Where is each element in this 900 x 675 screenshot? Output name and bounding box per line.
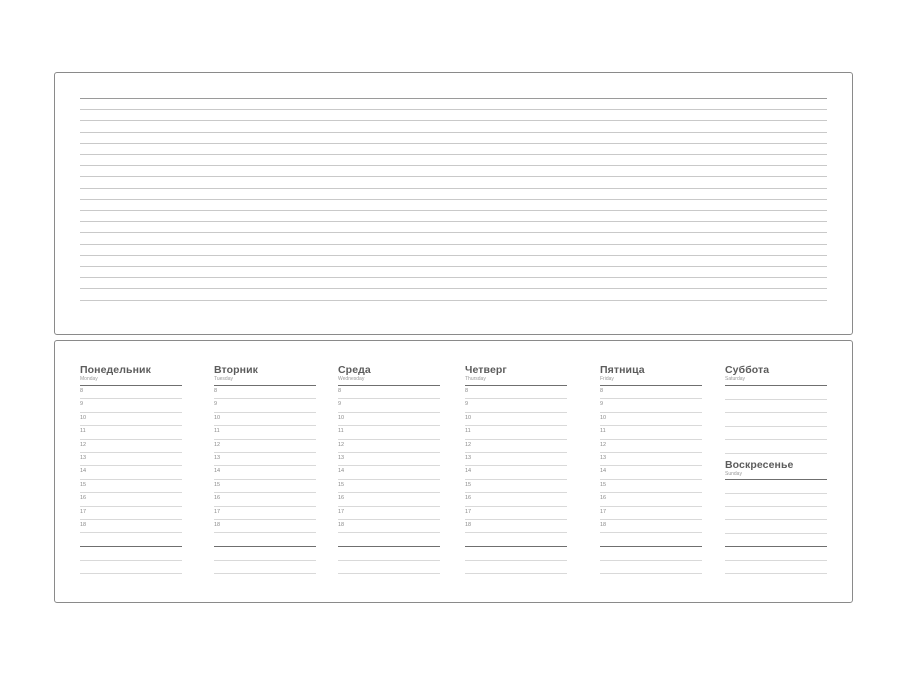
notes-line xyxy=(80,244,827,245)
day-title: Вторник xyxy=(214,364,259,376)
note-line xyxy=(338,560,440,561)
hour-row[interactable] xyxy=(465,399,567,412)
notes-line xyxy=(80,210,827,211)
hour-label: 10 xyxy=(214,414,221,421)
notes-line xyxy=(80,266,827,267)
hour-label: 14 xyxy=(600,468,607,475)
notes-line xyxy=(80,98,827,99)
hour-row[interactable] xyxy=(465,453,567,466)
hour-row[interactable] xyxy=(600,453,702,466)
day-subtitle: Friday xyxy=(600,376,614,382)
hour-label: 12 xyxy=(465,441,472,448)
hour-row[interactable] xyxy=(465,413,567,426)
saturday-header-rule xyxy=(725,385,827,386)
hour-label: 9 xyxy=(465,401,469,408)
day-subtitle: Wednesday xyxy=(338,376,365,382)
sunday-subtitle: Sunday xyxy=(725,471,742,477)
hour-label: 10 xyxy=(600,414,607,421)
notes-line xyxy=(80,132,827,133)
hour-label: 12 xyxy=(80,441,87,448)
notes-line xyxy=(80,120,827,121)
section-rule xyxy=(80,546,182,547)
hour-label: 17 xyxy=(600,508,607,515)
hour-row[interactable] xyxy=(214,386,316,399)
hour-row[interactable] xyxy=(465,520,567,533)
hour-row[interactable] xyxy=(338,386,440,399)
hour-row[interactable] xyxy=(214,507,316,520)
note-line xyxy=(600,560,702,561)
note-line xyxy=(465,573,567,574)
hour-label: 8 xyxy=(214,388,218,394)
hour-row[interactable] xyxy=(80,440,182,453)
note-line xyxy=(725,573,827,574)
hour-label: 17 xyxy=(338,508,345,515)
saturday-line xyxy=(725,412,827,413)
hour-row[interactable] xyxy=(214,426,316,439)
saturday-line xyxy=(725,439,827,440)
hour-row[interactable] xyxy=(80,466,182,479)
saturday-line xyxy=(725,399,827,400)
note-line xyxy=(725,560,827,561)
notes-line xyxy=(80,277,827,278)
hour-label: 8 xyxy=(600,388,604,394)
note-line xyxy=(465,560,567,561)
hour-row[interactable] xyxy=(338,440,440,453)
hour-label: 15 xyxy=(214,481,221,488)
hour-label: 15 xyxy=(338,481,345,488)
notes-line xyxy=(80,199,827,200)
hour-row[interactable] xyxy=(80,399,182,412)
hour-row[interactable] xyxy=(80,493,182,506)
hour-row[interactable] xyxy=(600,426,702,439)
notes-line xyxy=(80,165,827,166)
hour-row[interactable] xyxy=(465,466,567,479)
hour-row[interactable] xyxy=(214,466,316,479)
day-subtitle: Thursday xyxy=(465,376,486,382)
hour-row[interactable] xyxy=(600,386,702,399)
sunday-line xyxy=(725,533,827,534)
hour-row[interactable] xyxy=(214,453,316,466)
hour-label: 16 xyxy=(80,495,87,502)
hour-row[interactable] xyxy=(600,520,702,533)
hour-label: 13 xyxy=(465,455,472,461)
day-title: Понедельник xyxy=(80,364,151,376)
hour-row[interactable] xyxy=(338,426,440,439)
hour-label: 18 xyxy=(465,522,472,528)
hour-row[interactable] xyxy=(214,399,316,412)
hour-row[interactable] xyxy=(600,507,702,520)
hour-row[interactable] xyxy=(338,493,440,506)
hour-label: 13 xyxy=(80,455,87,461)
hour-row[interactable] xyxy=(600,480,702,493)
hour-label: 18 xyxy=(214,522,221,528)
hour-row[interactable] xyxy=(465,426,567,439)
sunday-line xyxy=(725,519,827,520)
hour-row[interactable] xyxy=(80,480,182,493)
hour-row[interactable] xyxy=(465,507,567,520)
hour-label: 14 xyxy=(338,468,345,475)
hour-label: 16 xyxy=(465,495,472,502)
hour-label: 16 xyxy=(214,495,221,502)
notes-line xyxy=(80,300,827,301)
hour-label: 16 xyxy=(338,495,345,502)
note-line xyxy=(80,573,182,574)
notes-line xyxy=(80,288,827,289)
sunday-line xyxy=(725,506,827,507)
hour-row[interactable] xyxy=(465,480,567,493)
hour-label: 10 xyxy=(338,414,345,421)
hour-label: 8 xyxy=(80,388,84,394)
note-line xyxy=(214,560,316,561)
hour-label: 18 xyxy=(338,522,345,528)
notes-line xyxy=(80,143,827,144)
hour-label: 12 xyxy=(338,441,345,448)
hour-row[interactable] xyxy=(80,413,182,426)
hour-row[interactable] xyxy=(465,386,567,399)
hour-row[interactable] xyxy=(214,493,316,506)
sunday-line xyxy=(725,493,827,494)
hour-label: 11 xyxy=(600,428,606,435)
notes-line xyxy=(80,109,827,110)
hour-label: 9 xyxy=(600,401,604,408)
section-rule xyxy=(600,546,702,547)
hour-label: 17 xyxy=(80,508,87,515)
note-line xyxy=(338,573,440,574)
hour-label: 18 xyxy=(600,522,607,528)
hour-label: 13 xyxy=(600,455,607,461)
week-schedule-panel xyxy=(54,340,853,603)
hour-label: 9 xyxy=(214,401,218,408)
notes-line xyxy=(80,176,827,177)
hour-label: 17 xyxy=(214,508,221,515)
notes-line xyxy=(80,221,827,222)
hour-row[interactable] xyxy=(214,413,316,426)
hour-row[interactable] xyxy=(214,440,316,453)
hour-row[interactable] xyxy=(600,440,702,453)
note-line xyxy=(214,573,316,574)
hour-label: 14 xyxy=(465,468,472,475)
saturday-subtitle: Saturday xyxy=(725,376,746,382)
notes-line xyxy=(80,188,827,189)
hour-label: 15 xyxy=(600,481,607,488)
hour-row[interactable] xyxy=(338,466,440,479)
section-rule xyxy=(725,546,827,547)
day-title: Четверг xyxy=(465,364,507,376)
hour-row[interactable] xyxy=(600,399,702,412)
hour-row[interactable] xyxy=(338,399,440,412)
hour-label: 11 xyxy=(80,428,86,435)
hour-row[interactable] xyxy=(338,453,440,466)
hour-label: 15 xyxy=(465,481,472,488)
hour-label: 10 xyxy=(465,414,472,421)
hour-row[interactable] xyxy=(338,507,440,520)
notes-line xyxy=(80,154,827,155)
note-line xyxy=(600,573,702,574)
saturday-line xyxy=(725,453,827,454)
notes-panel xyxy=(54,72,853,335)
day-subtitle: Monday xyxy=(80,376,98,382)
sunday-header-rule xyxy=(725,479,827,480)
hour-row[interactable] xyxy=(214,480,316,493)
hour-row[interactable] xyxy=(80,520,182,533)
hour-row[interactable] xyxy=(80,386,182,399)
day-title: Пятница xyxy=(600,364,645,376)
hour-label: 12 xyxy=(600,441,607,448)
hour-label: 9 xyxy=(338,401,342,408)
hour-row[interactable] xyxy=(80,507,182,520)
hour-row[interactable] xyxy=(214,520,316,533)
hour-row[interactable] xyxy=(600,493,702,506)
day-title: Среда xyxy=(338,364,371,376)
saturday-line xyxy=(725,426,827,427)
notes-line xyxy=(80,232,827,233)
hour-label: 15 xyxy=(80,481,87,488)
hour-label: 14 xyxy=(214,468,221,475)
hour-row[interactable] xyxy=(465,440,567,453)
day-subtitle: Tuesday xyxy=(214,376,233,382)
hour-label: 18 xyxy=(80,522,87,528)
hour-label: 14 xyxy=(80,468,87,475)
section-rule xyxy=(465,546,567,547)
hour-label: 8 xyxy=(465,388,469,394)
hour-label: 12 xyxy=(214,441,221,448)
hour-label: 10 xyxy=(80,414,87,421)
section-rule xyxy=(338,546,440,547)
hour-row[interactable] xyxy=(338,413,440,426)
hour-label: 16 xyxy=(600,495,607,502)
hour-row[interactable] xyxy=(338,480,440,493)
hour-label: 11 xyxy=(465,428,471,435)
hour-label: 9 xyxy=(80,401,84,408)
hour-row[interactable] xyxy=(338,520,440,533)
hour-row[interactable] xyxy=(80,426,182,439)
section-rule xyxy=(214,546,316,547)
sunday-title: Воскресенье xyxy=(725,459,794,471)
saturday-title: Суббота xyxy=(725,364,770,376)
hour-label: 17 xyxy=(465,508,472,515)
hour-row[interactable] xyxy=(465,493,567,506)
hour-label: 11 xyxy=(214,428,220,435)
hour-label: 11 xyxy=(338,428,344,435)
hour-row[interactable] xyxy=(600,413,702,426)
hour-label: 13 xyxy=(338,455,345,461)
hour-label: 8 xyxy=(338,388,342,394)
note-line xyxy=(80,560,182,561)
hour-row[interactable] xyxy=(600,466,702,479)
notes-line xyxy=(80,255,827,256)
hour-row[interactable] xyxy=(80,453,182,466)
hour-label: 13 xyxy=(214,455,221,461)
